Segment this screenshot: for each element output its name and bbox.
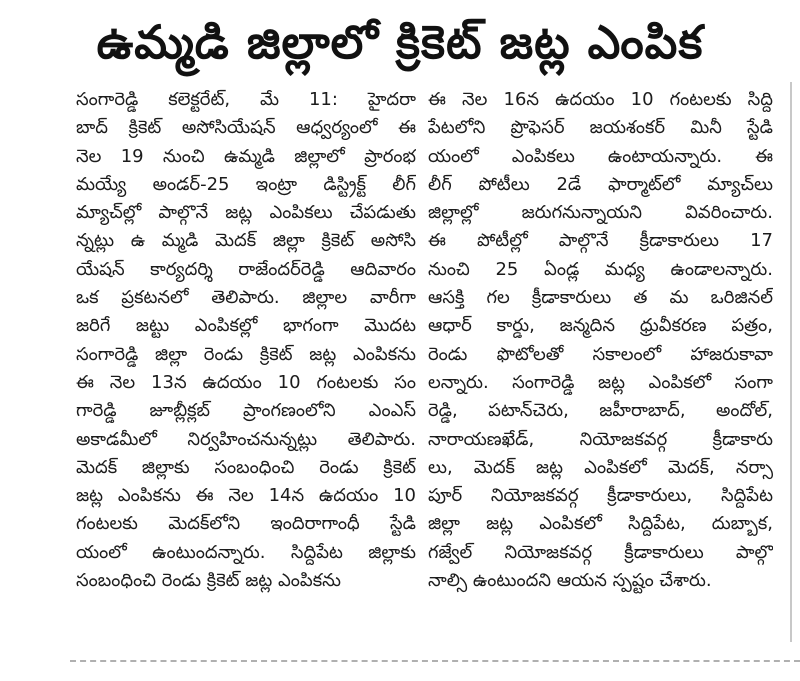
- body-line: జట్ల ఎంపికను ఈ నెల 14న ఉదయం 10: [76, 485, 416, 507]
- body-line: పేటలోని ప్రొఫెసర్ జయశంకర్ మినీ స్టేడి: [428, 117, 773, 139]
- body-line: మెదక్ జిల్లాకు సంబంధించి రెండు క్రికెట్: [76, 456, 416, 478]
- body-line: మయ్యే అండర్-25 ఇంట్రా డిస్ట్రిక్ట్ లీగ్: [76, 173, 416, 195]
- body-line: నారాయణఖేడ్, నియోజకవర్గ క్రీడాకారు: [428, 428, 773, 450]
- body-line: గారెడ్డి జూబ్లీక్లబ్ ప్రాంగణంలోని ఎంఎస్: [76, 400, 416, 422]
- body-line: పూర్ నియోజకవర్గ క్రీడాకారులు, సిద్దిపేట: [428, 485, 773, 507]
- body-line: ఆసక్తి గల క్రీడాకారులు త మ ఒరిజినల్: [428, 287, 773, 309]
- left-column: [76, 86, 416, 646]
- right-column: [428, 86, 773, 646]
- body-line: రెండు ఫొటోలతో సకాలంలో హాజరుకావా: [428, 343, 773, 365]
- column-rule: [790, 82, 792, 642]
- body-line: నుంచి 25 ఏండ్ల మధ్య ఉండాలన్నారు.: [428, 258, 773, 280]
- body-line: మ్యాచ్‌ల్లో పాల్గొనే జట్ల ఎంపికలు చేపడుతు: [76, 202, 416, 224]
- bottom-divider: [70, 660, 800, 662]
- body-line: సంబంధించి రెండు క్రికెట్ జట్ల ఎంపికను: [76, 570, 341, 592]
- body-line: సంగారెడ్డి జిల్లా రెండు క్రికెట్ జట్ల ఎంపికను: [76, 343, 416, 365]
- body-line: లు, మెదక్ జట్ల ఎంపికలో మెదక్, నర్సా: [428, 456, 773, 478]
- body-line: రెడ్డి, పటాన్‌చెరు, జహీరాబాద్, అందోల్,: [428, 400, 773, 422]
- body-line: ఈ నెల 13న ఉదయం 10 గంటలకు సం: [76, 371, 416, 393]
- body-line: యంలో ఉంటుందన్నారు. సిద్దిపేట జిల్లాకు: [76, 541, 416, 563]
- body-line: బాద్ క్రికెట్ అసోసియేషన్ ఆధ్వర్యంలో ఈ: [76, 117, 416, 139]
- body-line: యేషన్ కార్యదర్శి రాజేందర్‌రెడ్డి ఆదివారం: [76, 258, 416, 280]
- body-line: జిల్లాల్లో జరుగనున్నాయని వివరించారు.: [428, 202, 773, 224]
- body-line: లన్నారు. సంగారెడ్డి జట్ల ఎంపికలో సంగా: [428, 371, 773, 393]
- body-line: గజ్వేల్ నియోజకవర్గ క్రీడాకారులు పాల్గొ: [428, 541, 773, 563]
- article-headline: ఉమ్మడి జిల్లాలో క్రికెట్ జట్ల ఎంపిక: [96, 15, 704, 69]
- body-line: గంటలకు మెదక్‌లోని ఇందిరాగాంధీ స్టేడి: [76, 513, 416, 535]
- body-line: నాల్సి ఉంటుందని ఆయన స్పష్టం చేశారు.: [428, 570, 712, 592]
- body-line: ఈ నెల 16న ఉదయం 10 గంటలకు సిద్ది: [428, 89, 773, 110]
- body-line: యంలో ఎంపికలు ఉంటాయన్నారు. ఈ: [428, 145, 773, 167]
- body-line: ఆధార్ కార్డు, జన్మదిన ధ్రువీకరణ పత్రం,: [428, 315, 773, 337]
- body-line: ఈ పోటీల్లో పాల్గొనే క్రీడాకారులు 17: [428, 230, 773, 252]
- body-line: ఒక ప్రకటనలో తెలిపారు. జిల్లాల వారీగా: [76, 287, 416, 309]
- body-line: అకాడమీలో నిర్వహించనున్నట్లు తెలిపారు.: [76, 428, 416, 450]
- body-line: నెల 19 నుంచి ఉమ్మడి జిల్లాలో ప్రారంభ: [76, 145, 416, 167]
- body-line: జిల్లా జట్ల ఎంపికలో సిద్దిపేట, దుబ్బాక,: [428, 513, 773, 535]
- body-line: న్నట్లు ఉ మ్మడి మెదక్ జిల్లా క్రికెట్ అసోసి: [76, 230, 416, 252]
- body-line: లీగ్ పోటీలు 2డే ఫార్మాట్‌లో మ్యాచ్‌లు: [428, 173, 773, 195]
- body-line: సంగారెడ్డి కలెక్టరేట్, మే 11: హైదరా: [76, 89, 416, 110]
- body-line: జరిగే జట్టు ఎంపికల్లో భాగంగా మొదట: [76, 315, 416, 337]
- article-body: [76, 86, 784, 646]
